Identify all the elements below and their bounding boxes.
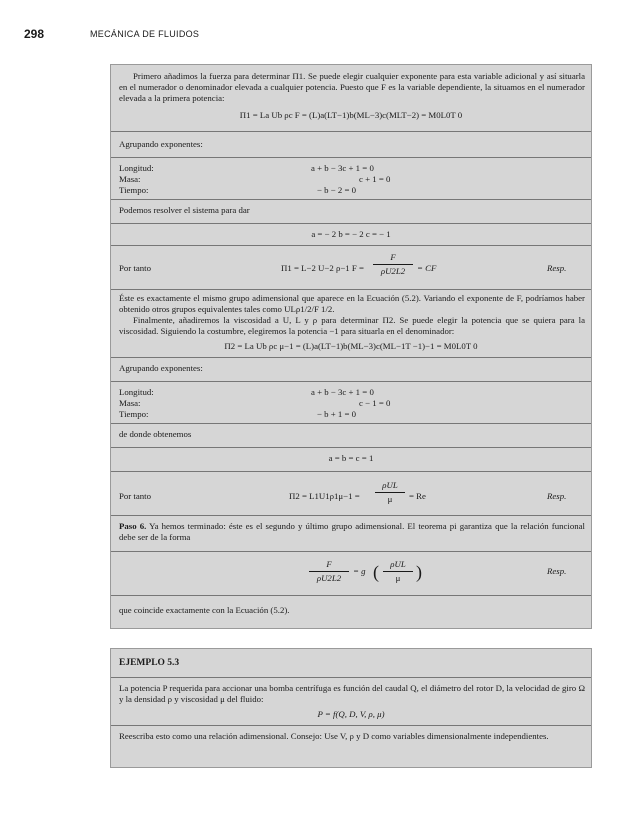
divider bbox=[111, 677, 591, 678]
divider bbox=[111, 515, 591, 516]
resp-label-3: Resp. bbox=[547, 566, 567, 576]
final-left-numerator: F bbox=[326, 559, 332, 569]
step-6-heading: Paso 6. bbox=[119, 521, 147, 531]
final-denominator: μ bbox=[395, 573, 401, 583]
divider bbox=[111, 157, 591, 158]
solution-box bbox=[110, 64, 592, 629]
por-tanto-label: Por tanto bbox=[119, 263, 152, 273]
close-bracket: ) bbox=[416, 562, 422, 582]
paragraph-viscosity: Finalmente, añadiremos la viscosidad a U, L y ρ para determinar Π2. Se puede elegir la potencia que se quiera para la viscosidad. Siguiendo la costumbre, elegiremos la potencia −1 para situarla en el denominador: bbox=[119, 315, 585, 336]
equation-pi2-left: Π2 = L1U1ρ1μ−1 = bbox=[289, 491, 360, 501]
sys1-eq-mass: c + 1 = 0 bbox=[359, 174, 391, 184]
divider bbox=[111, 199, 591, 200]
final-left-denominator: ρU2L2 bbox=[316, 573, 342, 583]
grouping-label: Agrupando exponentes: bbox=[119, 139, 203, 149]
page-number: 298 bbox=[24, 27, 45, 41]
final-middle: = g bbox=[353, 566, 366, 576]
grouping-label-2: Agrupando exponentes: bbox=[119, 363, 203, 373]
solve-label: Podemos resolver el sistema para dar bbox=[119, 205, 250, 215]
divider bbox=[111, 471, 591, 472]
open-bracket: ( bbox=[373, 562, 379, 582]
divider bbox=[111, 357, 591, 358]
equation-pi2-dimensions: Π2 = La Ub ρc μ−1 = (L)a(LT−1)b(ML−3)c(ML−1T −1)−1 = M0L0T 0 bbox=[224, 341, 478, 351]
example-task: Reescriba esto como una relación adimensional. Consejo: Use V, ρ y D como variables dimensionalmente independientes. bbox=[119, 731, 549, 741]
sys2-label-mass: Masa: bbox=[119, 398, 141, 408]
por-tanto-label-2: Por tanto bbox=[119, 491, 152, 501]
equation-pi1-dimensions: Π1 = La Ub ρc F = (L)a(LT−1)b(ML−3)c(MLT−2) = M0L0T 0 bbox=[239, 110, 463, 120]
de-donde-label: de donde obtenemos bbox=[119, 429, 192, 439]
example-text: La potencia P requerida para accionar una bomba centrífuga es función del caudal Q, el diámetro del rotor D, la velocidad de giro Ω y la densidad ρ y viscosidad μ del fluido: bbox=[119, 683, 585, 704]
sys1-eq-length: a + b − 3c + 1 = 0 bbox=[311, 163, 374, 173]
example-equation: P = f(Q, D, V, ρ, μ) bbox=[317, 709, 385, 719]
paragraph-step-6 bbox=[119, 521, 585, 543]
sys1-label-time: Tiempo: bbox=[119, 185, 149, 195]
closing-line: que coincide exactamente con la Ecuación (5.2). bbox=[119, 605, 290, 615]
equation-pi1-numerator: F bbox=[390, 252, 396, 262]
divider bbox=[111, 245, 591, 246]
divider bbox=[111, 131, 591, 132]
sys2-label-time: Tiempo: bbox=[119, 409, 149, 419]
equation-pi2-numerator: ρUL bbox=[382, 480, 398, 490]
sys2-eq-time: − b + 1 = 0 bbox=[317, 409, 357, 419]
resp-label-2: Resp. bbox=[547, 491, 567, 501]
example-title: EJEMPLO 5.3 bbox=[119, 658, 180, 668]
running-title: MECÁNICA DE FLUIDOS bbox=[90, 29, 200, 39]
sys2-label-length: Longitud: bbox=[119, 387, 154, 397]
equation-pi2-denominator: μ bbox=[387, 494, 393, 504]
divider bbox=[111, 595, 591, 596]
final-numerator: ρUL bbox=[390, 559, 406, 569]
resp-label: Resp. bbox=[547, 263, 567, 273]
solution-1: a = − 2 b = − 2 c = − 1 bbox=[311, 229, 391, 239]
fraction-bar bbox=[309, 571, 349, 572]
sys1-label-mass: Masa: bbox=[119, 174, 141, 184]
paragraph-equivalent-groups: Éste es exactamente el mismo grupo adimensional que aparece en la Ecuación (5.2). Variando el exponente de F, podríamos haber obtenido otros grupos equivalentes tales como ULρ1/2/F 1/2. bbox=[119, 293, 585, 314]
divider bbox=[111, 423, 591, 424]
divider bbox=[111, 223, 591, 224]
divider bbox=[111, 381, 591, 382]
sys2-eq-mass: c − 1 = 0 bbox=[359, 398, 391, 408]
sys1-eq-time: − b − 2 = 0 bbox=[317, 185, 357, 195]
step-6-text: Ya hemos terminado: éste es el segundo y último grupo adimensional. El teorema pi garantiza que la relación funcional debe ser de la forma bbox=[119, 521, 585, 542]
intro-paragraph: Primero añadimos la fuerza para determinar Π1. Se puede elegir cualquier exponente para esta variable adicional y así situarla en el numerador o denominador elevada a cualquier potencia. Puesto que F es la variable dependiente, la situamos en el numerador elevada a la primera potencia: bbox=[119, 71, 585, 103]
fraction-bar bbox=[373, 264, 413, 265]
divider bbox=[111, 725, 591, 726]
divider bbox=[111, 289, 591, 290]
divider bbox=[111, 447, 591, 448]
equation-pi1-right: = CF bbox=[417, 263, 437, 273]
equation-pi1-denominator: ρU2L2 bbox=[380, 266, 406, 276]
fraction-bar bbox=[383, 571, 413, 572]
equation-pi1-left: Π1 = L−2 U−2 ρ−1 F = bbox=[281, 263, 364, 273]
example-box bbox=[110, 648, 592, 768]
sys2-eq-length: a + b − 3c + 1 = 0 bbox=[311, 387, 374, 397]
solution-2: a = b = c = 1 bbox=[328, 453, 374, 463]
fraction-bar bbox=[375, 492, 405, 493]
divider bbox=[111, 551, 591, 552]
sys1-label-length: Longitud: bbox=[119, 163, 154, 173]
equation-pi2-right: = Re bbox=[409, 491, 426, 501]
